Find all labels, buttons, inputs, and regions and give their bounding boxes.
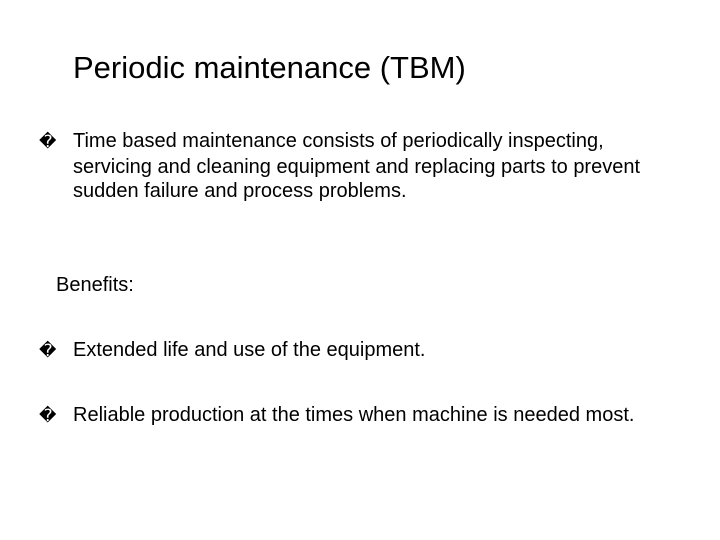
bullet-paragraph	[39, 129, 676, 204]
bullet-marker: �	[39, 341, 57, 361]
bullet-text: Extended life and use of the equipment.	[73, 339, 426, 361]
bullet-text: Time based maintenance consists of periodically inspecting, servicing and cleaning equipment and replacing parts to prevent sudden failure and process problems.	[73, 130, 641, 202]
slide-title: Periodic maintenance (TBM)	[73, 50, 466, 85]
bullet-marker: �	[39, 132, 57, 152]
bullet-marker: �	[39, 406, 57, 426]
benefits-heading: Benefits:	[56, 274, 134, 296]
bullet-paragraph	[39, 338, 676, 364]
bullet-paragraph	[39, 403, 676, 429]
bullet-text: Reliable production at the times when machine is needed most.	[73, 404, 635, 426]
